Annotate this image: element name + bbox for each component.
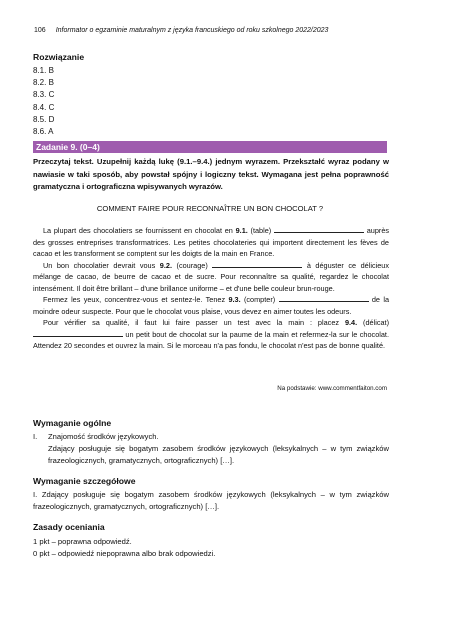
answer-item: 8.2. B xyxy=(33,78,54,88)
requirement-line: Znajomość środków językowych. xyxy=(48,432,159,441)
gap-number: 9.3. xyxy=(228,295,241,304)
answer-item: 8.1. B xyxy=(33,66,54,75)
scoring-rules xyxy=(33,536,215,560)
detailed-requirement-heading: Wymaganie szczegółowe xyxy=(33,476,136,486)
solution-heading: Rozwiązanie xyxy=(33,52,85,62)
gap-blank[interactable] xyxy=(274,225,364,233)
answer-item: 8.3. C xyxy=(33,90,55,100)
detailed-requirement-body: I. Zdający posługuje się bogatym zasobem środków językowych (leksykalnych – w tym związków frazeologicznych, gramatycznych, ortograficznych) […]. xyxy=(33,490,389,511)
answer-item: 8.5. D xyxy=(33,114,55,124)
scoring-line: 0 pkt – odpowiedź niepoprawna albo brak odpowiedzi. xyxy=(33,549,216,558)
general-requirement-body xyxy=(33,431,389,466)
answer-list xyxy=(33,65,54,138)
paragraph-3: Fermez les yeux, concentrez-vous et sentez-le. Tenez 9.3. (compter) de la moindre odeur suspecte. Pour que le chocolat vous plaise, vous devez en aimer toutes les odeurs. xyxy=(33,295,390,316)
gap-number: 9.2. xyxy=(159,260,172,270)
paragraph-4: Pour vérifier sa qualité, il faut lui faire passer un test avec la main : placez 9.4. (délicat) un petit bout de chocolat sur la paume de la main et refermez-la sur le chocolat. Attendez 20 secondes et ouvrez la main. Si le morceau n'a pas fondu, le chocolat n'est pas de bonne qualité. xyxy=(33,318,389,350)
task-title-band: Zadanie 9. (0–4) xyxy=(33,141,387,153)
scoring-line: 1 pkt – poprawna odpowiedź. xyxy=(33,537,132,546)
source-citation: Na podstawie: www.commentfaiton.com xyxy=(277,385,387,392)
reading-text xyxy=(33,225,389,352)
scoring-heading: Zasady oceniania xyxy=(33,522,105,532)
requirement-detail: Zdający posługuje się bogatym zasobem środków językowych (leksykalnych – w tym związków frazeologicznych, gramatycznych, ortograficznych) […]. xyxy=(48,443,389,465)
answer-item: 8.6. A xyxy=(33,127,54,137)
general-requirement-heading: Wymaganie ogólne xyxy=(33,418,112,428)
gap-blank[interactable] xyxy=(33,329,123,337)
gap-number: 9.4. xyxy=(344,318,358,327)
gap-blank[interactable] xyxy=(212,260,302,268)
page-header xyxy=(34,27,328,34)
text-title: COMMENT FAIRE POUR RECONNAÎTRE UN BON CHOCOLAT ? xyxy=(96,204,324,213)
gap-hint: (compter) xyxy=(243,295,276,304)
page-number: 106 xyxy=(34,27,46,34)
paragraph-1: La plupart des chocolatiers se fournissent en chocolat en 9.1. (table) auprès des grosses entreprises transformatrices. Les petites chocolateries qui importent directement les fèves de cacao et les transforment se comptent sur les doigts de la main en France. xyxy=(33,226,390,258)
gap-hint: (délicat) xyxy=(363,318,389,327)
gap-number: 9.1. xyxy=(235,226,248,235)
gap-hint: (table) xyxy=(250,226,272,235)
answer-item: 8.4. C xyxy=(33,102,55,112)
gap-blank[interactable] xyxy=(279,294,369,302)
gap-hint: (courage) xyxy=(176,260,208,270)
running-title: Informator o egzaminie maturalnym z języka francuskiego od roku szkolnego 2022/2023 xyxy=(55,27,329,34)
task-instruction: Przeczytaj tekst. Uzupełnij każdą lukę (9.1.–9.4.) jednym wyrazem. Przekształć wyraz podany w nawiasie w taki sposób, aby powstał spójny i logiczny tekst. Wymagana jest pełna poprawność gramatyczna i ortograficzna wpisywanych wyrazów. xyxy=(33,157,389,192)
paragraph-2: Un bon chocolatier devrait vous 9.2. (courage) à déguster ce délicieux mélange de cacao, de beurre de cacao et de sucre. Pour reconnaître sa qualité, regardez le chocolat intensément. Il doit être brillant – d'une brillance uniforme – et d'une belle couleur brun-rouge. xyxy=(33,260,390,293)
requirement-number: I. xyxy=(33,432,38,441)
